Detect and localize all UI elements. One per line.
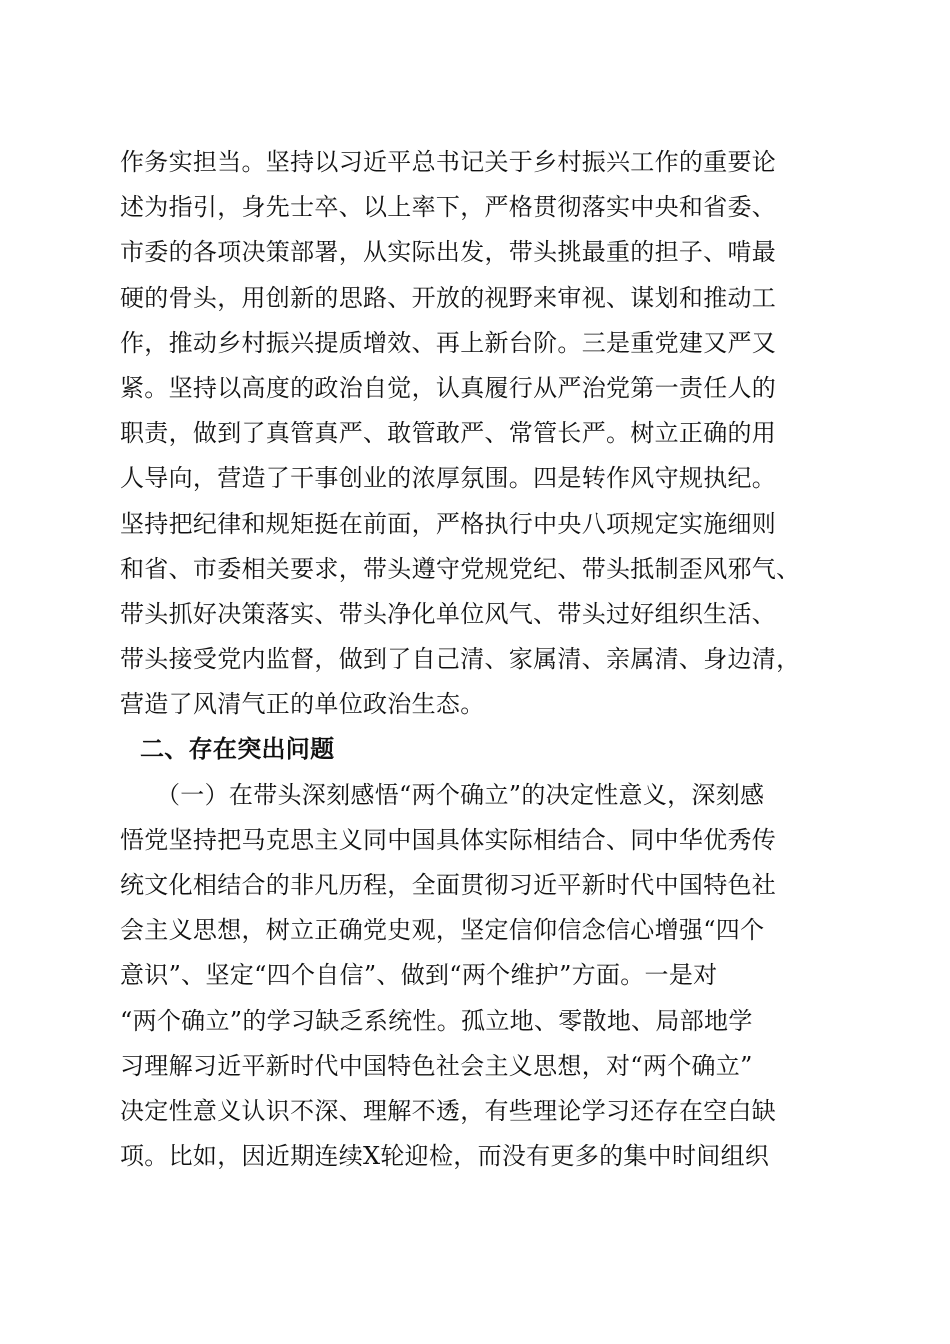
section-paragraph-line: 习理解习近平新时代中国特色社会主义思想，对“两个确立” [120,1051,753,1080]
paragraph-line: 硬的骨头，用创新的思路、开放的视野来审视、谋划和推动工 [120,283,777,312]
document-body [120,140,850,1179]
section-paragraph-line: 意识”、坚定“四个自信”、做到“两个维护”方面。一是对 [120,961,718,990]
paragraph-line: 紧。坚持以高度的政治自觉，认真履行从严治党第一责任人的 [120,373,777,402]
paragraph-line: 作务实担当。坚持以习近平总书记关于乡村振兴工作的重要论 [120,148,777,176]
section-paragraph-line: 决定性意义认识不深、理解不透，有些理论学习还存在空白缺 [120,1096,777,1125]
section-paragraph-line: （一）在带头深刻感悟“两个确立”的决定性意义，深刻感 [156,780,765,809]
paragraph-line: 坚持把纪律和规矩挺在前面，严格执行中央八项规定实施细则 [120,509,777,538]
paragraph-line: 职责，做到了真管真严、敢管敢严、常管长严。树立正确的用 [120,419,777,448]
paragraph-line: 和省、市委相关要求，带头遵守党规党纪、带头抵制歪风邪气、 [120,554,801,583]
paragraph-line: 市委的各项决策部署，从实际出发，带头挑最重的担子、啃最 [120,238,777,267]
section-paragraph-line: 悟党坚持把马克思主义同中国具体实际相结合、同中华优秀传 [120,825,777,854]
section-paragraph-line: 项。比如，因近期连续X轮迎检，而没有更多的集中时间组织 [120,1142,770,1171]
paragraph-line: 带头接受党内监督，做到了自己清、家属清、亲属清、身边清， [120,645,801,674]
section-paragraph-line: 会主义思想，树立正确党史观，坚定信仰信念信心增强“四个 [120,916,765,945]
section-paragraph-line: “两个确立”的学习缺乏系统性。孤立地、零散地、局部地学 [120,1006,753,1035]
paragraph-line: 人导向，营造了干事创业的浓厚氛围。四是转作风守规执纪。 [120,464,777,493]
paragraph-line: 营造了风清气正的单位政治生态。 [120,690,485,719]
paragraph-line: 述为指引，身先士卒、以上率下，严格贯彻落实中央和省委、 [120,193,777,222]
paragraph-line: 作，推动乡村振兴提质增效、再上新台阶。三是重党建又严又 [120,328,777,357]
section-paragraph-line: 统文化相结合的非凡历程，全面贯彻习近平新时代中国特色社 [120,871,777,899]
section-heading: 二、存在突出问题 [140,735,335,764]
paragraph-line: 带头抓好决策落实、带头净化单位风气、带头过好组织生活、 [120,599,777,628]
